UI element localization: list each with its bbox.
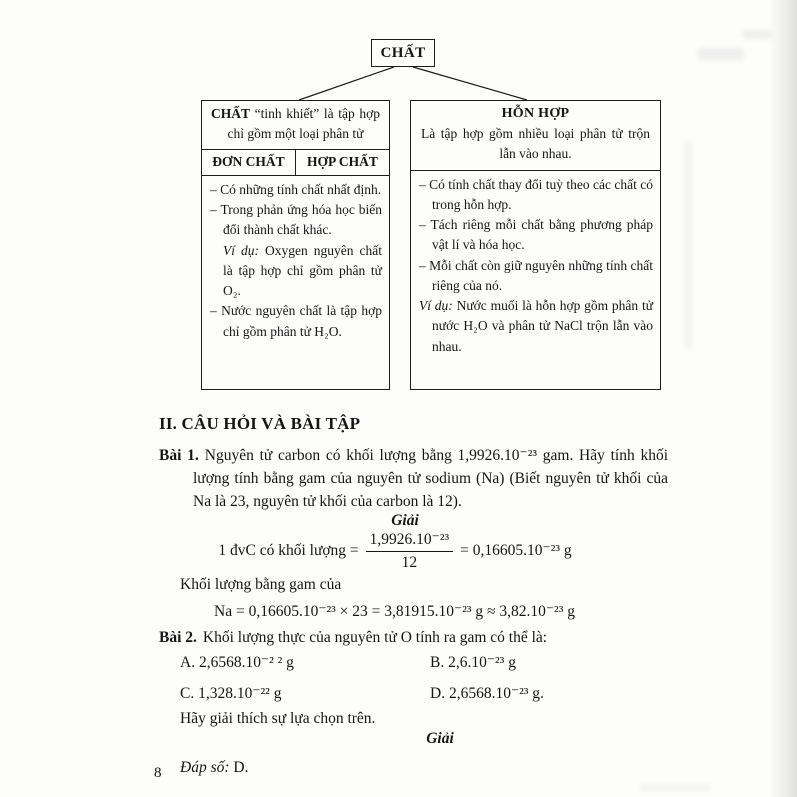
list-item: [419, 175, 653, 216]
list-item-text: Nước muối là hỗn hợp gồm phân tử nước H₂O và phân tử NaCl trộn lẫn vào nhau.: [432, 298, 654, 354]
answer-options: [180, 652, 658, 706]
answer-label: Đáp số:: [180, 759, 230, 776]
exercise-2-prompt: Hãy giải thích sự lựa chọn trên.: [180, 710, 376, 727]
diagram-root-box: [371, 39, 435, 67]
option-b: [430, 652, 658, 675]
list-item-text: Oxygen nguyên chất là tập hợp chỉ gồm phân tử O₂.: [223, 242, 383, 298]
list-item: [210, 241, 382, 302]
mixture-panel: [410, 100, 661, 390]
mixture-title: HỖN HỢP: [501, 106, 570, 121]
answer-value: D.: [229, 759, 249, 776]
section-heading: II. CÂU HỎI VÀ BÀI TẬP: [159, 414, 361, 433]
list-item-text: – Trong phản ứng hóa học biến đổi thành chất khác.: [210, 202, 382, 238]
exercise-2-label: Bài 2.: [159, 629, 197, 646]
equation-prefix: 1 đvC có khối lượng =: [218, 542, 359, 560]
mixture-body: [411, 171, 660, 390]
vi-du-label: Ví dụ:: [223, 242, 260, 258]
option-a-key: A.: [180, 654, 196, 671]
result-line: Na = 0,16605.10⁻²³ × 23 = 3,81915.10⁻²³ g ≈ 3,82.10⁻²³ g: [214, 603, 575, 620]
option-c-key: C.: [180, 684, 195, 702]
list-item-text: – Có tính chất thay đổi tuỳ theo các chất có trong hỗn hợp.: [419, 176, 653, 212]
exercise-2: [159, 627, 668, 650]
answer-line: [180, 757, 248, 780]
exercise-1: [159, 445, 668, 513]
scan-edge-shadow: [769, 0, 797, 797]
hop-chat-header: HỢP CHẤT: [307, 153, 378, 169]
list-item: [419, 215, 653, 256]
list-item: [210, 180, 382, 200]
list-item-text: – Có những tính chất nhất định.: [210, 181, 382, 197]
scan-artifact: [684, 140, 693, 350]
option-a-value: 2,6568.10⁻² ² g: [198, 654, 294, 671]
solution-heading-2: Giải: [426, 730, 454, 747]
fraction-denominator: 12: [401, 554, 418, 572]
list-item: [210, 200, 382, 241]
diagram-root-label: CHẤT: [380, 44, 426, 61]
mass-line: Khối lượng bằng gam của: [180, 576, 342, 593]
list-item: [419, 296, 653, 357]
option-d-value: 2,6568.10⁻²³ g.: [448, 684, 544, 702]
pure-substance-header-text: “tinh khiết” là tập hợp chỉ gồm một loại phân tử: [227, 106, 380, 142]
option-c-value: 1,328.10⁻²² g: [198, 684, 282, 702]
equation-line: [150, 530, 640, 573]
scan-artifact: [742, 30, 772, 39]
mixture-subtitle: Là tập hợp gồm nhiều loại phân tử trộn lẫn vào nhau.: [421, 126, 650, 162]
list-item: [210, 301, 382, 342]
vi-du-label: Ví dụ:: [419, 298, 453, 313]
list-item-text: – Tách riêng mỗi chất bằng phương pháp vật lí và hóa học.: [419, 217, 653, 253]
solution-heading-1: Giải: [391, 512, 419, 529]
scan-artifact: [640, 784, 710, 792]
exercise-2-text: Khối lượng thực của nguyên tử O tính ra gam có thể là:: [202, 629, 548, 646]
pure-substance-column-headers: [202, 150, 389, 176]
pure-substance-body: [202, 176, 389, 389]
page-number: 8: [154, 765, 162, 781]
pure-substance-header: [202, 101, 389, 150]
fraction-numerator: 1,9926.10⁻²³: [366, 530, 453, 552]
list-item-text: – Mỗi chất còn giữ nguyên những tính chất riêng của nó.: [419, 257, 653, 293]
exercise-1-text: Nguyên tử carbon có khối lượng bằng 1,9926.10⁻²³ gam. Hãy tính khối lượng tính bằng gam của nguyên tử sodium (Na) (Biết nguyên tử khối của Na là 23, nguyên tử khối của carbon là 12).: [193, 447, 669, 510]
option-a: [180, 652, 430, 675]
equation-result: = 0,16605.10⁻²³ g: [460, 542, 572, 560]
don-chat-header: ĐƠN CHẤT: [202, 150, 296, 175]
list-item: [419, 256, 653, 297]
option-d: [430, 683, 658, 706]
fraction: [366, 530, 453, 573]
pure-substance-header-bold: CHẤT: [211, 106, 251, 121]
option-c: [180, 683, 430, 706]
option-d-key: D.: [430, 684, 446, 702]
exercise-1-label: Bài 1.: [159, 447, 199, 464]
option-b-key: B.: [430, 654, 445, 671]
pure-substance-panel: [201, 100, 390, 390]
mixture-header: [411, 101, 660, 171]
list-item-text: – Nước nguyên chất là tập hợp chỉ gồm phân tử H₂O.: [210, 303, 382, 339]
scan-artifact: [698, 48, 744, 60]
option-b-value: 2,6.10⁻²³ g: [448, 654, 516, 671]
